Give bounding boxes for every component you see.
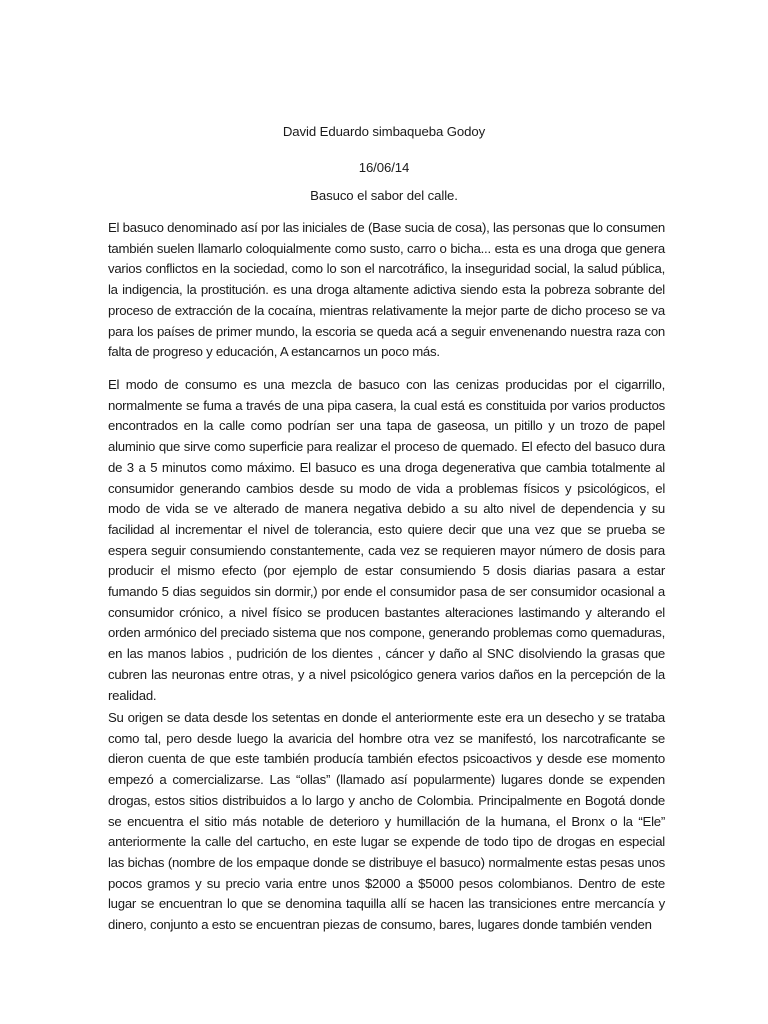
- paragraph-origin: Su origen se data desde los setentas en donde el anteriormente este era un desecho y se trataba como tal, pero desde luego la avaricia del hombre otra vez se manifestó, los narcotraficante se dieron cuenta de que este también producía también efectos psicoactivos y desde ese momento empezó a comercializarse. Las “ollas” (llamado así popularmente) lugares donde se expenden drogas, estos sitios distribuidos a lo largo y ancho de Colombia. Principalmente en Bogotá donde se encuentra el sitio más notable de deterioro y humillación de la humana, el Bronx o la “Ele” anteriormente la calle del cartucho, en este lugar se expende de todo tipo de drogas en especial las bichas (nombre de los empaque donde se distribuye el basuco) normalmente estas pesas unos pocos gramos y su precio varia entre unos $2000 a $5000 pesos colombianos. Dentro de este lugar se encuentran lo que se denomina taquilla allí se hacen las transiciones entre mercancía y dinero, conjunto a esto se encuentran piezas de consumo, bares, lugares donde también venden: [108, 710, 665, 933]
- document-title: Basuco el sabor del calle.: [310, 188, 458, 203]
- paragraph-intro: El basuco denominado así por las iniciales de (Base sucia de cosa), las personas que lo consumen también suelen llamarlo coloquialmente como susto, carro o bicha... esta es una droga que genera varios conflictos en la sociedad, como lo son el narcotráfico, la inseguridad social, la salud pública, la indigencia, la prostitución. es una droga altamente adictiva siendo esta la pobreza sobrante del proceso de extracción de la cocaína, mientras relativamente la mejor parte de dicho proceso se va para los países de primer mundo, la escoria se queda acá a seguir envenenando nuestra raza con falta de progreso y educación, A estancarnos un poco más.: [108, 220, 665, 360]
- document-date: 16/06/14: [358, 160, 410, 175]
- author-name: David Eduardo simbaqueba Godoy: [282, 124, 486, 139]
- paragraph-consumption: El modo de consumo es una mezcla de basuco con las cenizas producidas por el cigarrillo, normalmente se fuma a través de una pipa casera, la cual está es constituida por varios productos encontrados en la calle como podrían ser una tapa de gaseosa, un pitillo y un trozo de papel aluminio que sirve como superficie para realizar el proceso de quemado. El efecto del basuco dura de 3 a 5 minutos como máximo. El basuco es una droga degenerativa que cambia totalmente al consumidor generando cambios desde su modo de vida a problemas físicos y psicológicos, el modo de vida se ve alterado de manera negativa debido a su alto nivel de dependencia y su facilidad al incrementar el nivel de tolerancia, esto quiere decir que una vez que se prueba se espera seguir consumiendo constantemente, cada vez se requieren mayor número de dosis para producir el mismo efecto (por ejemplo de estar consumiendo 5 dosis diarias pasara a estar fumando 5 dias seguidos sin dormir,) por ende el consumidor pasa de ser consumidor ocasional a consumidor crónico, a nivel físico se producen bastantes alteraciones lastimando y alterando el orden armónico del preciado sistema que nos compone, generando problemas como quemaduras, en las manos labios , pudrición de los dientes , cáncer y daño al SNC disolviendo la grasas que cubren las neuronas entre otras, y a nivel psicológico genera varios daños en la percepción de la realidad.: [108, 377, 665, 703]
